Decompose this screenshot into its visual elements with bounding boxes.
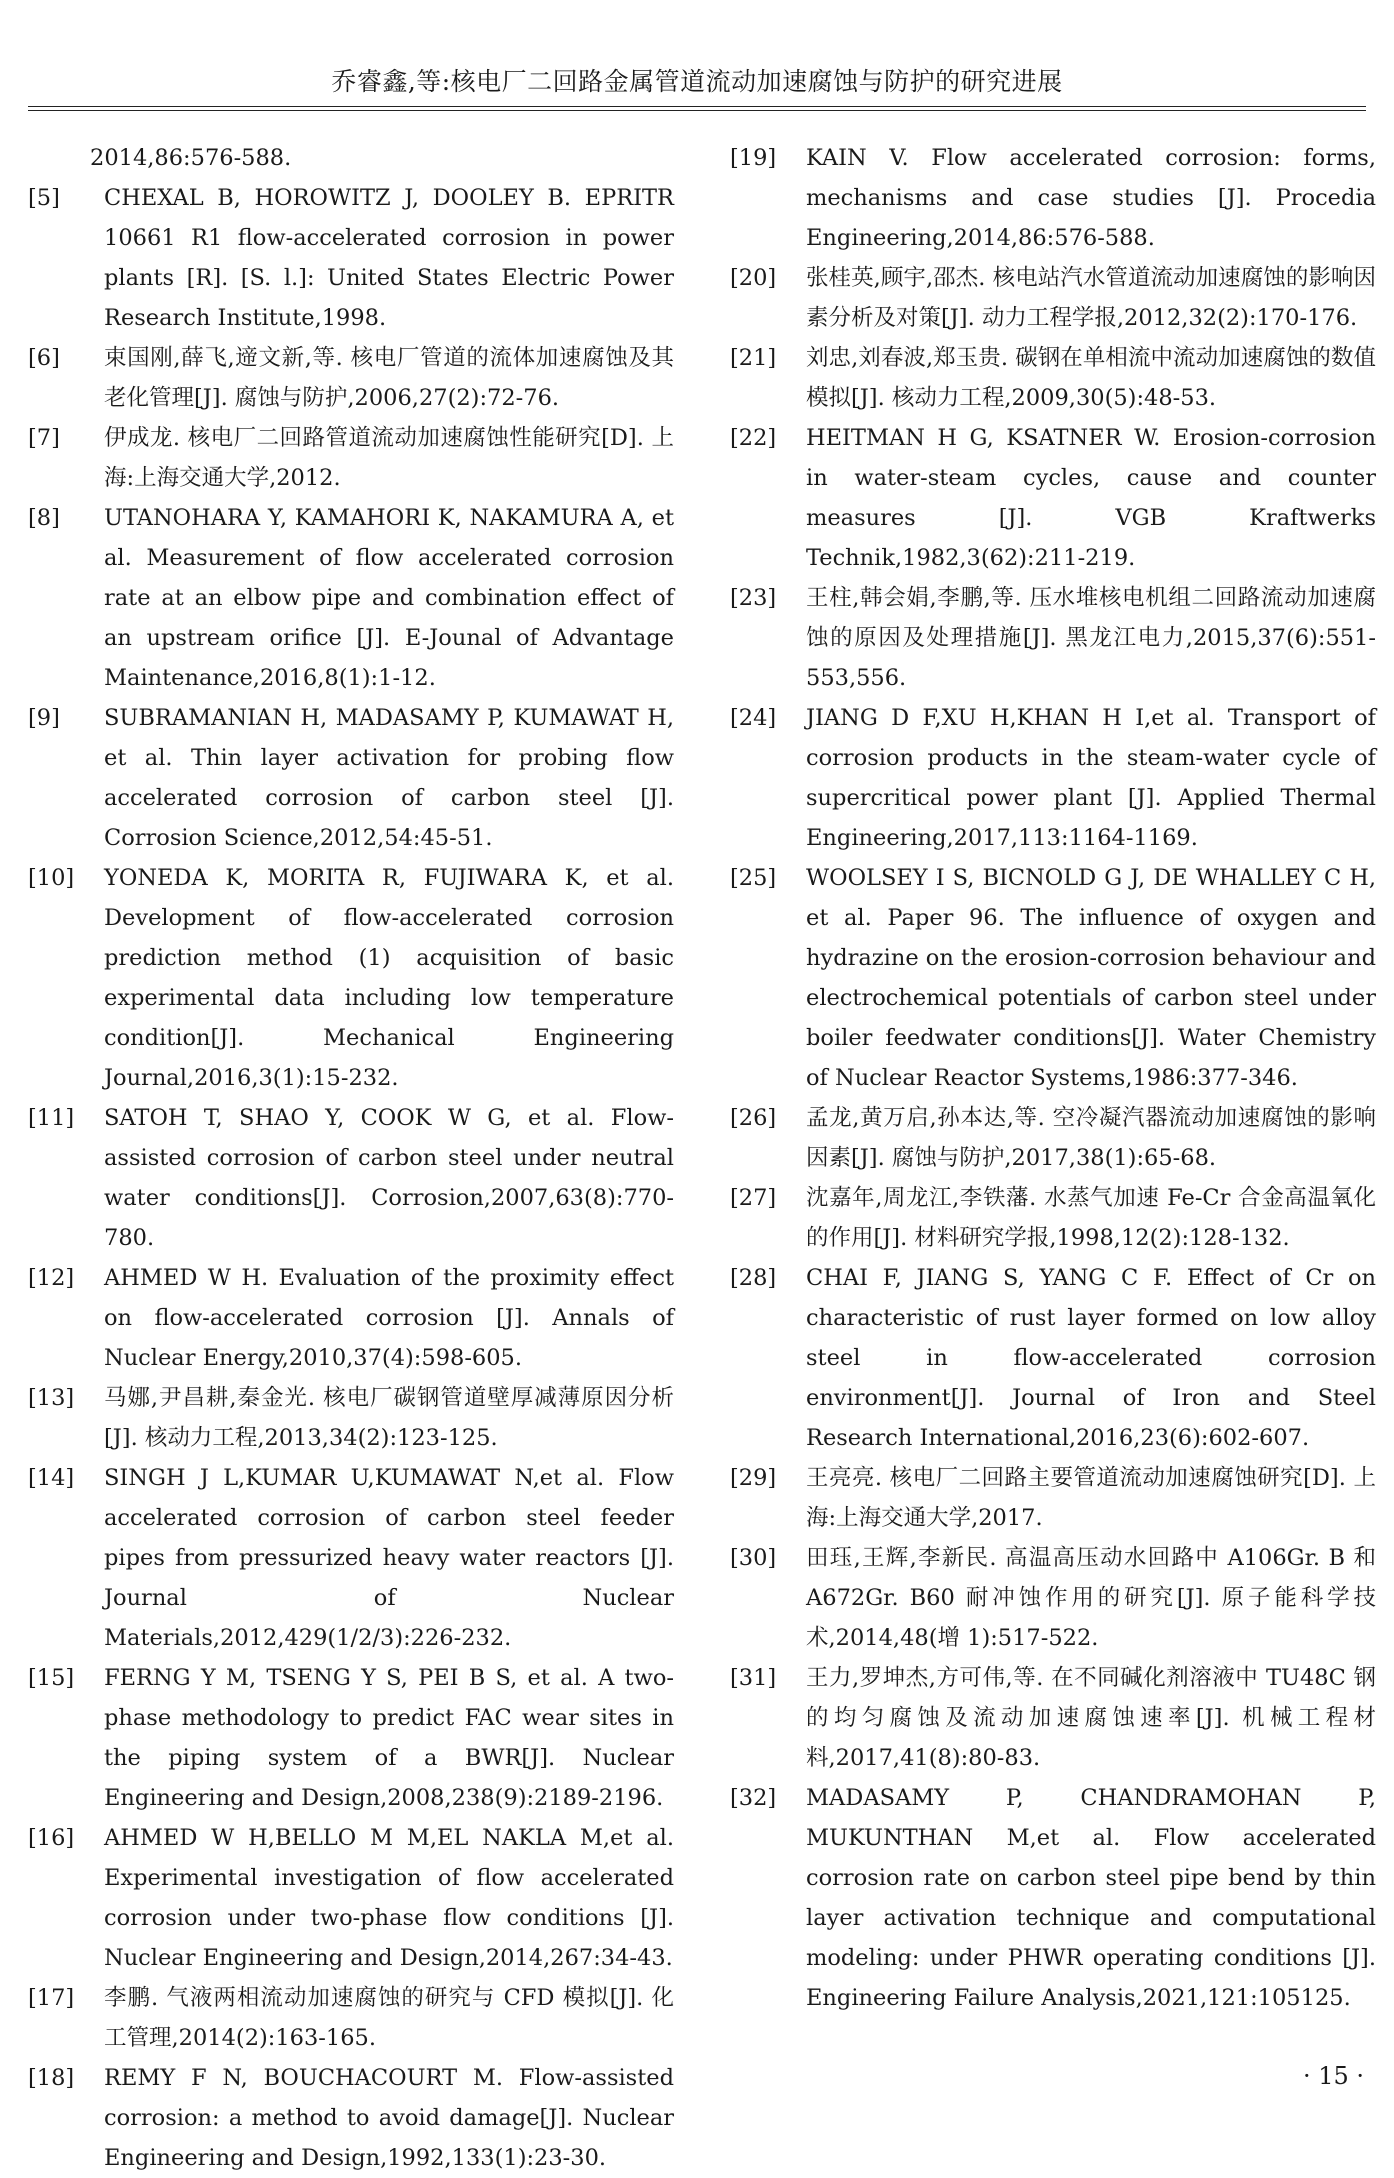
reference-entry bbox=[28, 1818, 674, 1978]
reference-text: KAIN V. Flow accelerated corrosion: forms, mechanisms and case studies [J]. Procedia Engineering,2014,86:576-588. bbox=[806, 145, 1376, 251]
reference-entry bbox=[28, 1378, 674, 1458]
reference-entry bbox=[730, 138, 1376, 258]
reference-text: CHAI F, JIANG S, YANG C F. Effect of Cr on characteristic of rust layer formed on low alloy steel in flow-accelerated corrosion environment[J]. Journal of Iron and Steel Research International,2016,23(6):602-607. bbox=[806, 1265, 1376, 1451]
reference-entry bbox=[28, 1098, 674, 1258]
reference-entry bbox=[730, 1258, 1376, 1458]
reference-text: 束国刚,薛飞,遆文新,等. 核电厂管道的流体加速腐蚀及其老化管理[J]. 腐蚀与防护,2006,27(2):72-76. bbox=[104, 345, 674, 411]
reference-text: 张桂英,顾宇,邵杰. 核电站汽水管道流动加速腐蚀的影响因素分析及对策[J]. 动力工程学报,2012,32(2):170-176. bbox=[806, 265, 1376, 331]
reference-text: SUBRAMANIAN H, MADASAMY P, KUMAWAT H, et al. Thin layer activation for probing flow accelerated corrosion of carbon steel [J]. Corrosion Science,2012,54:45-51. bbox=[104, 705, 674, 851]
reference-number: [19] bbox=[730, 145, 777, 171]
reference-text: 沈嘉年,周龙江,李铁藩. 水蒸气加速 Fe-Cr 合金高温氧化的作用[J]. 材料研究学报,1998,12(2):128-132. bbox=[806, 1185, 1376, 1251]
reference-text: REMY F N, BOUCHACOURT M. Flow-assisted corrosion: a method to avoid damage[J]. Nuclear Engineering and Design,1992,133(1):23-30. bbox=[104, 2065, 674, 2171]
reference-text: YONEDA K, MORITA R, FUJIWARA K, et al. Development of flow-accelerated corrosion prediction method (1) acquisition of basic experimental data including low temperature condition[J]. Mechanical Engineering Journal,2016,3(1):15-232. bbox=[104, 865, 674, 1091]
reference-number: [12] bbox=[28, 1265, 75, 1291]
running-header: 乔睿鑫,等:核电厂二回路金属管道流动加速腐蚀与防护的研究进展 bbox=[331, 67, 1063, 96]
reference-entry bbox=[28, 1458, 674, 1658]
reference-text: 田珏,王辉,李新民. 高温高压动水回路中 A106Gr. B 和 A672Gr. B60 耐冲蚀作用的研究[J]. 原子能科学技术,2014,48(增 1):517-522. bbox=[806, 1545, 1376, 1651]
reference-number: [28] bbox=[730, 1265, 777, 1291]
reference-number: [8] bbox=[28, 505, 60, 531]
reference-number: [6] bbox=[28, 345, 60, 371]
reference-number: [14] bbox=[28, 1465, 75, 1491]
reference-text: CHEXAL B, HOROWITZ J, DOOLEY B. EPRITR 10661 R1 flow-accelerated corrosion in power plants [R]. [S. l.]: United States Electric Power Research Institute,1998. bbox=[104, 185, 674, 331]
reference-entry bbox=[28, 1258, 674, 1378]
reference-text: JIANG D F,XU H,KHAN H I,et al. Transport of corrosion products in the steam-water cycle of supercritical power plant [J]. Applied Thermal Engineering,2017,113:1164-1169. bbox=[806, 705, 1376, 851]
reference-number: [20] bbox=[730, 265, 777, 291]
reference-text: 孟龙,黄万启,孙本达,等. 空冷凝汽器流动加速腐蚀的影响因素[J]. 腐蚀与防护,2017,38(1):65-68. bbox=[806, 1105, 1376, 1171]
right-column bbox=[730, 138, 1376, 2018]
reference-number: [30] bbox=[730, 1545, 777, 1571]
reference-text: 李鹏. 气液两相流动加速腐蚀的研究与 CFD 模拟[J]. 化工管理,2014(2):163-165. bbox=[104, 1985, 674, 2051]
reference-entry bbox=[28, 1978, 674, 2058]
reference-entry bbox=[28, 178, 674, 338]
reference-entry bbox=[28, 498, 674, 698]
reference-text: SATOH T, SHAO Y, COOK W G, et al. Flow-assisted corrosion of carbon steel under neutral water conditions[J]. Corrosion,2007,63(8):770-780. bbox=[104, 1105, 674, 1251]
reference-number: [18] bbox=[28, 2065, 75, 2091]
reference-text: FERNG Y M, TSENG Y S, PEI B S, et al. A two-phase methodology to predict FAC wear sites in the piping system of a BWR[J]. Nuclear Engineering and Design,2008,238(9):2189-2196. bbox=[104, 1665, 674, 1811]
reference-entry bbox=[28, 338, 674, 418]
reference-number: [32] bbox=[730, 1785, 777, 1811]
reference-entry bbox=[730, 578, 1376, 698]
reference-text: 王力,罗坤杰,方可伟,等. 在不同碱化剂溶液中 TU48C 钢的均匀腐蚀及流动加速腐蚀速率[J]. 机械工程材料,2017,41(8):80-83. bbox=[806, 1665, 1376, 1771]
reference-text: UTANOHARA Y, KAMAHORI K, NAKAMURA A, et al. Measurement of flow accelerated corrosion rate at an elbow pipe and combination effect of an upstream orifice [J]. E-Jounal of Advantage Maintenance,2016,8(1):1-12. bbox=[104, 505, 674, 691]
reference-text: AHMED W H. Evaluation of the proximity effect on flow-accelerated corrosion [J]. Annals of Nuclear Energy,2010,37(4):598-605. bbox=[104, 1265, 674, 1371]
reference-text: 伊成龙. 核电厂二回路管道流动加速腐蚀性能研究[D]. 上海:上海交通大学,2012. bbox=[104, 425, 674, 491]
reference-number: [16] bbox=[28, 1825, 75, 1851]
reference-number: [26] bbox=[730, 1105, 777, 1131]
reference-entry bbox=[730, 1098, 1376, 1178]
reference-entry bbox=[28, 698, 674, 858]
reference-text: MADASAMY P, CHANDRAMOHAN P, MUKUNTHAN M,et al. Flow accelerated corrosion rate on carbon steel pipe bend by thin layer activation technique and computational modeling: under PHWR operating conditions [J]. Engineering Failure Analysis,2021,121:105125. bbox=[806, 1785, 1376, 2011]
reference-continuation: 2014,86:576-588. bbox=[90, 145, 292, 171]
reference-number: [5] bbox=[28, 185, 60, 211]
header-rule-thin bbox=[28, 110, 1366, 111]
reference-entry bbox=[730, 1178, 1376, 1258]
reference-number: [27] bbox=[730, 1185, 777, 1211]
reference-entry bbox=[730, 338, 1376, 418]
reference-entry bbox=[730, 1458, 1376, 1538]
reference-entry bbox=[730, 418, 1376, 578]
reference-text: SINGH J L,KUMAR U,KUMAWAT N,et al. Flow accelerated corrosion of carbon steel feeder pipes from pressurized heavy water reactors [J]. Journal of Nuclear Materials,2012,429(1/2/3):226-232. bbox=[104, 1465, 674, 1651]
reference-entry bbox=[28, 1658, 674, 1818]
reference-number: [7] bbox=[28, 425, 60, 451]
reference-entry bbox=[730, 858, 1376, 1098]
reference-list-right bbox=[730, 138, 1376, 2018]
reference-text: 刘忠,刘春波,郑玉贵. 碳钢在单相流中流动加速腐蚀的数值模拟[J]. 核动力工程,2009,30(5):48-53. bbox=[806, 345, 1376, 411]
reference-entry bbox=[730, 1538, 1376, 1658]
reference-entry bbox=[730, 258, 1376, 338]
reference-number: [11] bbox=[28, 1105, 75, 1131]
reference-number: [21] bbox=[730, 345, 777, 371]
reference-number: [25] bbox=[730, 865, 777, 891]
reference-number: [15] bbox=[28, 1665, 75, 1691]
reference-number: [29] bbox=[730, 1465, 777, 1491]
page-number: · 15 · bbox=[1302, 2062, 1364, 2090]
reference-text: AHMED W H,BELLO M M,EL NAKLA M,et al. Experimental investigation of flow accelerated corrosion under two-phase flow conditions [J]. Nuclear Engineering and Design,2014,267:34-43. bbox=[104, 1825, 674, 1971]
reference-entry bbox=[730, 1778, 1376, 2018]
reference-text: 王亮亮. 核电厂二回路主要管道流动加速腐蚀研究[D]. 上海:上海交通大学,2017. bbox=[806, 1465, 1376, 1531]
reference-list-left bbox=[28, 178, 674, 2178]
reference-entry bbox=[28, 418, 674, 498]
reference-number: [17] bbox=[28, 1985, 75, 2011]
reference-text: 马娜,尹昌耕,秦金光. 核电厂碳钢管道壁厚减薄原因分析[J]. 核动力工程,2013,34(2):123-125. bbox=[104, 1385, 674, 1451]
reference-number: [24] bbox=[730, 705, 777, 731]
reference-number: [13] bbox=[28, 1385, 75, 1411]
reference-text: WOOLSEY I S, BICNOLD G J, DE WHALLEY C H, et al. Paper 96. The influence of oxygen and hydrazine on the erosion-corrosion behaviour and electrochemical potentials of carbon steel under boiler feedwater conditions[J]. Water Chemistry of Nuclear Reactor Systems,1986:377-346. bbox=[806, 865, 1376, 1091]
reference-entry bbox=[28, 858, 674, 1098]
reference-entry bbox=[730, 1658, 1376, 1778]
reference-number: [22] bbox=[730, 425, 777, 451]
reference-entry bbox=[28, 2058, 674, 2178]
reference-number: [10] bbox=[28, 865, 75, 891]
left-column bbox=[28, 138, 674, 2178]
reference-number: [31] bbox=[730, 1665, 777, 1691]
reference-text: HEITMAN H G, KSATNER W. Erosion-corrosion in water-steam cycles, cause and counter measures [J]. VGB Kraftwerks Technik,1982,3(62):211-219. bbox=[806, 425, 1376, 571]
reference-number: [9] bbox=[28, 705, 60, 731]
reference-number: [23] bbox=[730, 585, 777, 611]
reference-text: 王柱,韩会娟,李鹏,等. 压水堆核电机组二回路流动加速腐蚀的原因及处理措施[J]. 黑龙江电力,2015,37(6):551-553,556. bbox=[806, 585, 1376, 691]
reference-entry bbox=[730, 698, 1376, 858]
header-rule bbox=[28, 106, 1366, 107]
